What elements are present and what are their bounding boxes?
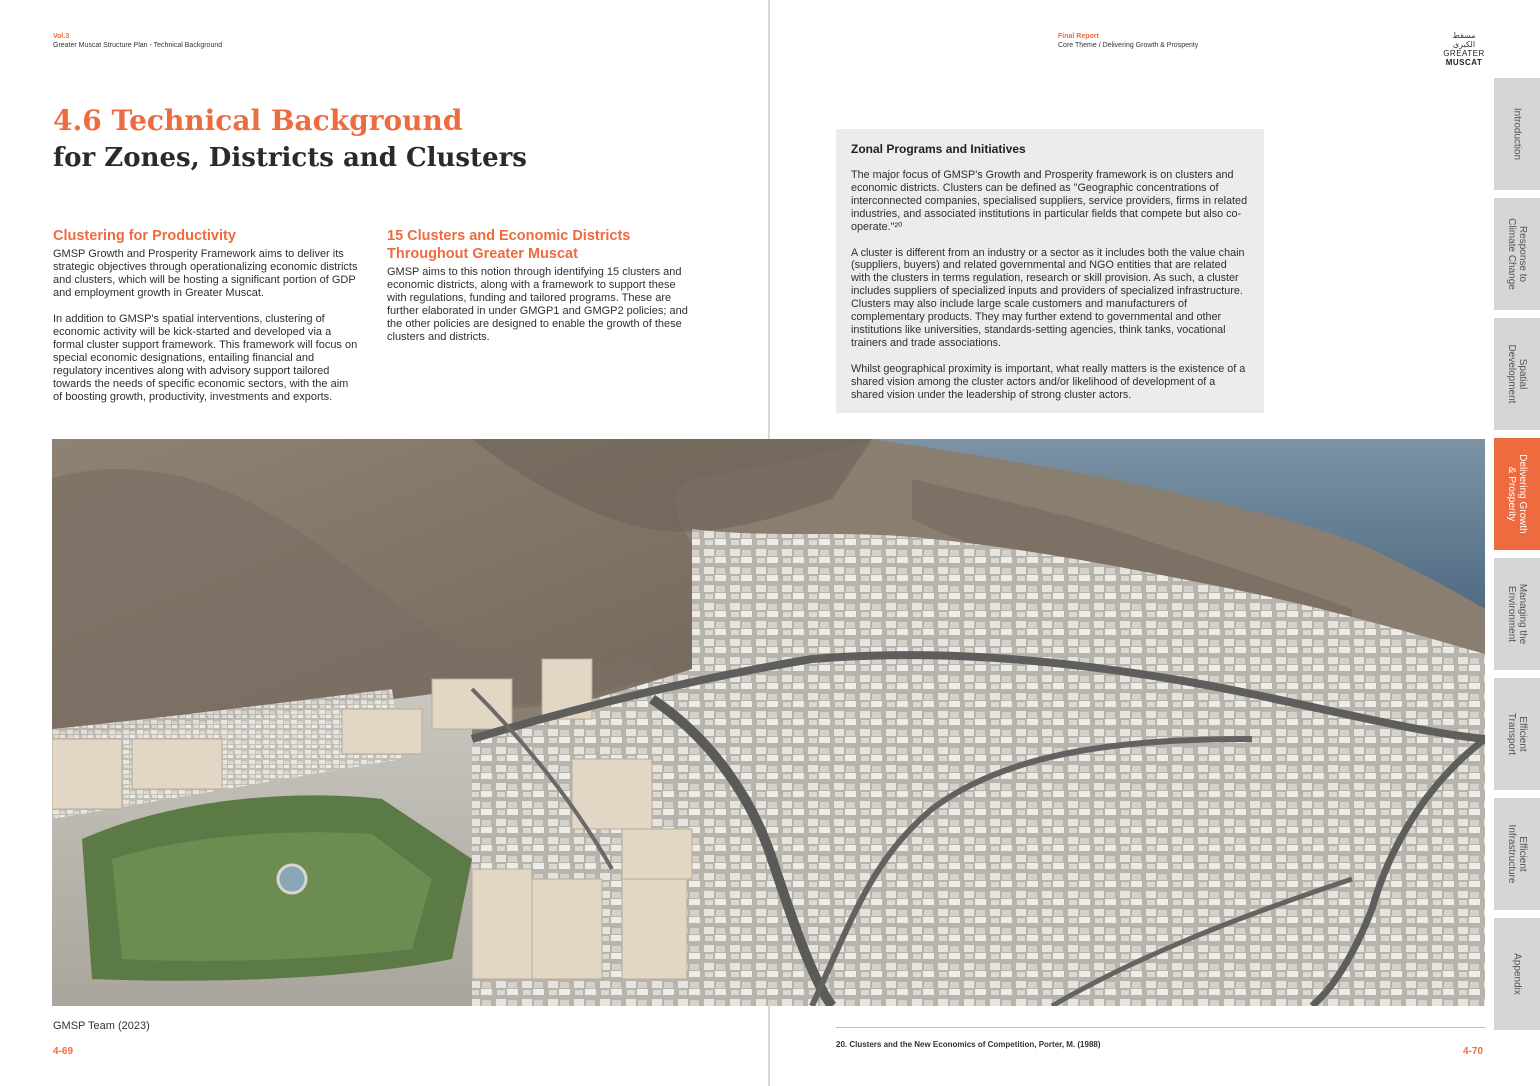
paragraph: In addition to GMSP's spatial interventions, clustering of economic activity will be kick-started and developed via a formal cluster support framework. This framework will focus on special economic designations, entailing financial and regulatory incentives along with advisory support tailored towards the needs of specific economic sectors, with the aim of boosting growth, productivity, investments and exports. bbox=[53, 313, 358, 403]
photo-credit: GMSP Team (2023) bbox=[53, 1020, 150, 1032]
box-title: Zonal Programs and Initiatives bbox=[851, 142, 1026, 156]
box-paragraph: Whilst geographical proximity is important, what really matters is the existence of a shared vision among the cluster actors and/or likelihood of development of a shared vision under the leadership of strong cluster actors. bbox=[851, 362, 1246, 401]
footnote: 20. Clusters and the New Economics of Competition, Porter, M. (1988) bbox=[836, 1040, 1101, 1049]
right-running-header bbox=[1058, 32, 1198, 50]
tab-label: Spatial Development bbox=[1506, 344, 1528, 404]
tab-appendix[interactable] bbox=[1494, 918, 1540, 1030]
tab-spatial-development[interactable] bbox=[1494, 318, 1540, 430]
tab-label: Efficient Transport bbox=[1506, 712, 1528, 756]
tab-delivering-growth[interactable] bbox=[1494, 438, 1540, 550]
tab-climate-change[interactable] bbox=[1494, 198, 1540, 310]
heading-15-clusters: 15 Clusters and Economic Districts Throughout Greater Muscat bbox=[387, 228, 631, 262]
volume-label: Vol.3 bbox=[53, 33, 70, 40]
heading-clustering: Clustering for Productivity bbox=[53, 228, 236, 244]
logo-arabic: مسقط الكبرى bbox=[1452, 31, 1476, 49]
tab-label: Delivering Growth & Prosperity bbox=[1506, 454, 1528, 534]
tab-label: Efficient Infrastructure bbox=[1506, 824, 1528, 884]
tab-efficient-infrastructure[interactable] bbox=[1494, 798, 1540, 910]
tab-managing-environment[interactable] bbox=[1494, 558, 1540, 670]
report-label: Final Report bbox=[1058, 33, 1099, 40]
logo-line1: GREATER bbox=[1443, 49, 1485, 58]
box-paragraph: A cluster is different from an industry or a sector as it includes both the value chain (suppliers, buyers) and related governmental and NGO entities that are related with the clusters in terms regulation, research or skill provision. As such, a cluster includes suppliers of specialized inputs and providers of specialized infrastructure. Clusters may also include large scale customers and manufacturers of complementary products. They may further extend to governmental and other institutions like universities, standards-setting agencies, think tanks, vocational trainers and trade associations. bbox=[851, 246, 1245, 349]
aerial-photo-illustration bbox=[52, 439, 1485, 1006]
section-subtitle: for Zones, Districts and Clusters bbox=[53, 143, 527, 173]
column-15-clusters bbox=[387, 227, 697, 357]
tab-introduction[interactable] bbox=[1494, 78, 1540, 190]
page-number-left: 4-69 bbox=[53, 1046, 74, 1057]
greater-muscat-logo bbox=[1441, 31, 1487, 67]
zonal-programs-box bbox=[836, 129, 1264, 413]
theme-label: Core Theme / Delivering Growth & Prosperity bbox=[1058, 42, 1199, 49]
section-title: 4.6 Technical Background bbox=[53, 104, 463, 137]
tab-label: Introduction bbox=[1511, 107, 1523, 161]
logo-line2: MUSCAT bbox=[1445, 58, 1483, 67]
document-subtitle: Greater Muscat Structure Plan - Technical Background bbox=[53, 42, 223, 49]
footnote-divider bbox=[836, 1027, 1486, 1028]
tab-label: Response to Climate Change bbox=[1506, 218, 1528, 290]
tab-efficient-transport[interactable] bbox=[1494, 678, 1540, 790]
tab-label: Appendix bbox=[1511, 953, 1523, 995]
paragraph: GMSP Growth and Prosperity Framework aims to deliver its strategic objectives through operationalizing economic districts and clusters, which will be hosting a significant portion of GDP and employment growth in Greater Muscat. bbox=[53, 248, 358, 299]
paragraph: GMSP aims to this notion through identifying 15 clusters and economic districts, along with a framework to support these with regulations, funding and tailored programs. These are further elaborated in under GMGP1 and GMGP2 policies; and the other policies are designed to enable the growth of these clusters and districts. bbox=[387, 266, 688, 343]
left-running-header bbox=[53, 32, 222, 50]
aerial-photo-muscat bbox=[52, 439, 1485, 1006]
column-clustering bbox=[53, 227, 359, 417]
page-number-right: 4-70 bbox=[1463, 1046, 1484, 1057]
box-paragraph: The major focus of GMSP's Growth and Prosperity framework is on clusters and economic districts. Clusters can be defined as "Geographic concentrations of interconnected companies, specialised suppliers, service providers, firms in related industries, and associated institutions in particular fields that compete but also co-operate."²⁰ bbox=[851, 169, 1248, 233]
tab-label: Managing the Environment bbox=[1506, 583, 1528, 645]
